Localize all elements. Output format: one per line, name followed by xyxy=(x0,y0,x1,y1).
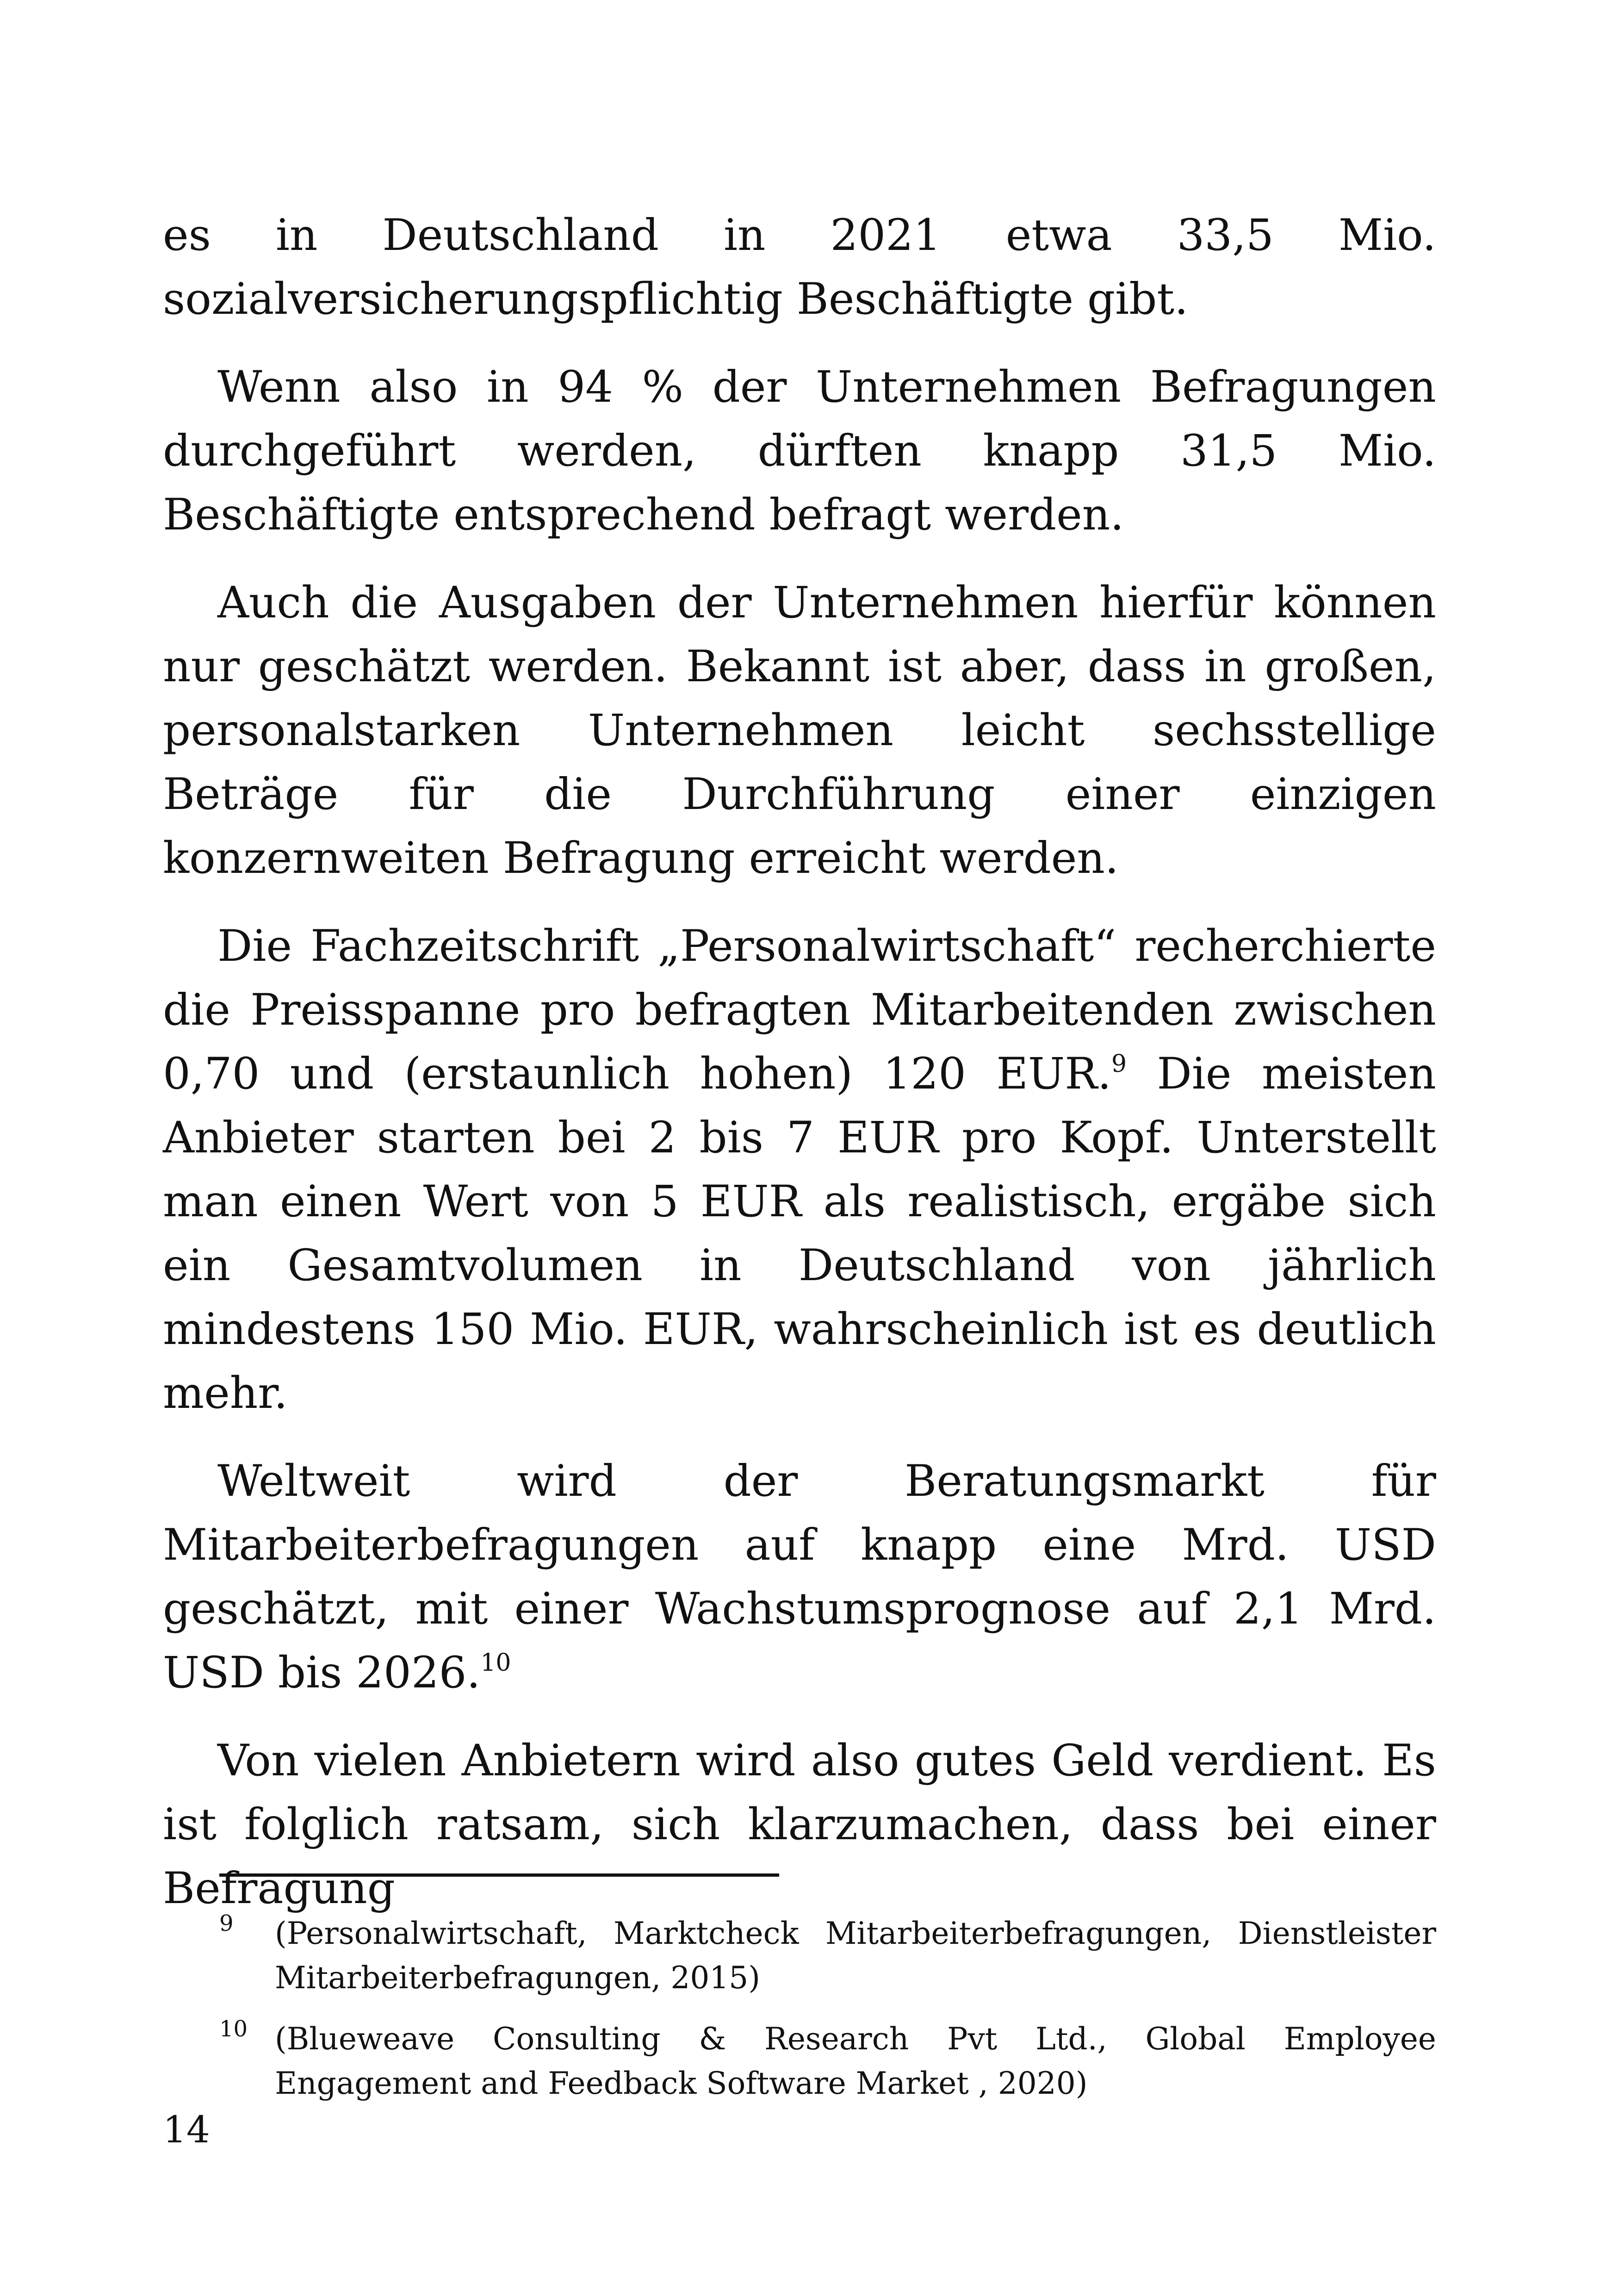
paragraph: Auch die Ausgaben der Unternehmen hierfür können nur geschätzt werden. Bekannt ist aber, dass in großen, personalstarken Unternehmen leicht sechsstellige Beträge für die Durchführung einer einzigen konzernweiten Befragung erreicht werden. xyxy=(163,578,1436,884)
paragraph: Von vielen Anbietern wird also gutes Geld verdient. Es ist folglich ratsam, sich klarzumachen, dass bei einer Befragung xyxy=(163,1736,1436,1914)
footnote-text: (Blueweave Consulting & Research Pvt Ltd., Global Employee Engagement and Feedback Software Market , 2020) xyxy=(275,2021,1436,2101)
footnote-separator xyxy=(219,1873,779,1877)
footnote-item xyxy=(219,2017,1436,2106)
page-number: 14 xyxy=(163,2108,210,2151)
footnote-reference[interactable]: 10 xyxy=(480,1649,511,1677)
paragraph xyxy=(163,1450,1436,1705)
paragraph-text: Die Fachzeitschrift „Personalwirtschaft“ recherchierte die Preisspanne pro befragten Mitarbeitenden zwischen 0,70 und (erstaunlich hohen) 120 EUR. xyxy=(163,921,1436,1099)
footnote-number: 10 xyxy=(219,2016,248,2042)
paragraph-text: Weltweit wird der Beratungsmarkt für Mitarbeiterbefragungen auf knapp eine Mrd. USD geschätzt, mit einer Wachstumsprognose auf 2,1 Mrd. USD bis 2026. xyxy=(163,1456,1436,1698)
paragraph: es in Deutschland in 2021 etwa 33,5 Mio. sozialversicherungspflichtig Beschäftigte gibt. xyxy=(163,210,1436,324)
paragraph xyxy=(163,915,1436,1425)
paragraph-text: Die meisten Anbieter starten bei 2 bis 7 EUR pro Kopf. Unterstellt man einen Wert von 5 EUR als realistisch, ergäbe sich ein Gesamtvolumen in Deutschland von jährlich mindestens 150 Mio. EUR, wahrscheinlich ist es deutlich mehr. xyxy=(163,1049,1437,1419)
footnotes xyxy=(219,1911,1436,2122)
footnote-text: (Personalwirtschaft, Marktcheck Mitarbeiterbefragungen, Dienstleister Mitarbeiterbefragungen, 2015) xyxy=(275,1916,1436,1996)
footnote-item xyxy=(219,1911,1436,2000)
footnote-number: 9 xyxy=(219,1910,234,1936)
body-text xyxy=(163,204,1436,1945)
paragraph: Wenn also in 94 % der Unternehmen Befragungen durchgeführt werden, dürften knapp 31,5 Mio. Beschäftigte entsprechend befragt werden. xyxy=(163,362,1436,540)
footnote-reference[interactable]: 9 xyxy=(1111,1050,1127,1078)
